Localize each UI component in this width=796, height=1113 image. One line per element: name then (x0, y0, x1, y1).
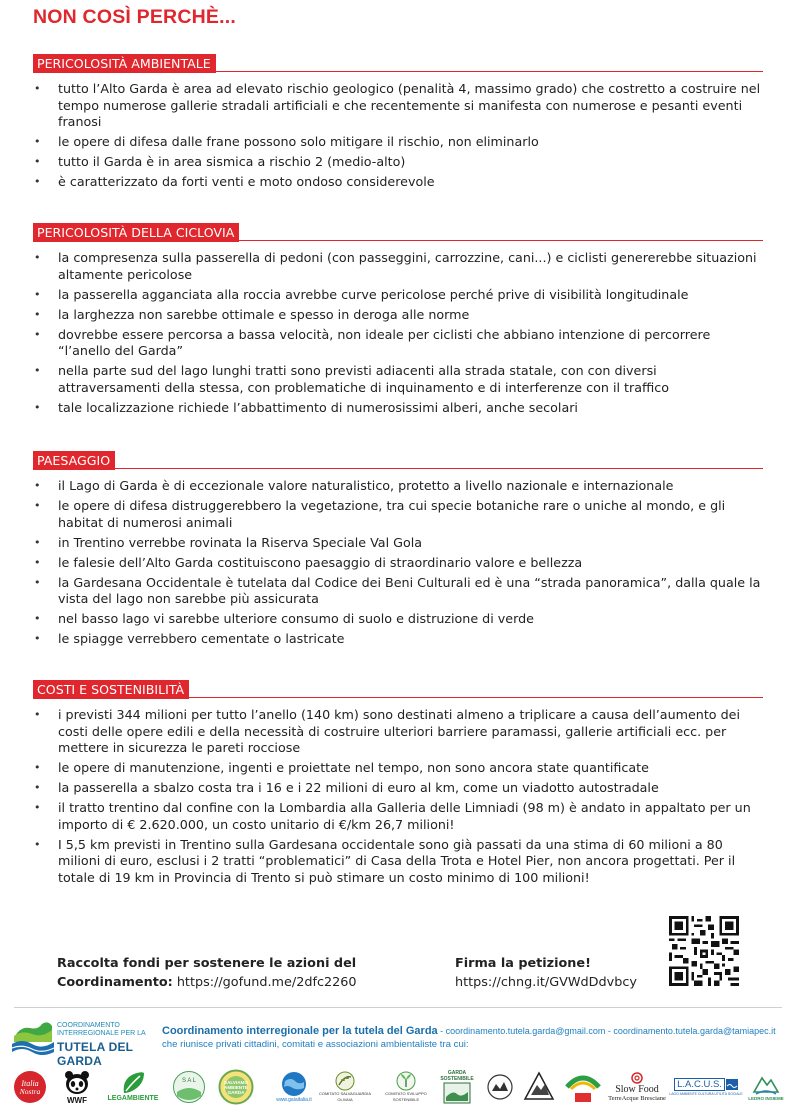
list-item: • nella parte sud del lago lunghi tratti sono previsti adiacenti alla strada statale, con con diversi attraversamenti della stessa, con problematiche di inquinamento e di interferenze con il traffico (33, 363, 763, 396)
bullet-list (33, 250, 763, 416)
list-item: • la compresenza sulla passerella di pedoni (con passeggini, carrozzine, cani...) e ciclisti genererebbe situazioni altamente pericolose (33, 250, 763, 283)
org-subtitle: che riunisce privati cittadini, comitati e associazioni ambientaliste tra cui: (162, 1039, 469, 1050)
section-environmental-hazard (33, 53, 763, 194)
section-cycleway-hazard (33, 222, 763, 420)
list-item: • la passerella a sbalzo costa tra i 16 e i 22 milioni di euro al km, come un viadotto autostradale (33, 780, 763, 797)
list-item: • nel basso lago vi sarebbe ulteriore consumo di suolo e distruzione di verde (33, 611, 763, 628)
colorful-badge-icon (563, 1069, 603, 1105)
logo-gaia (274, 1068, 314, 1106)
petition-block (455, 954, 637, 992)
list-item: • le falesie dell’Alto Garda costituiscono paesaggio di straordinario valore e bellezza (33, 555, 763, 572)
fundraising-line: Raccolta fondi per sostenere le azioni del (57, 956, 357, 971)
sal-label: S A L (181, 1078, 196, 1084)
petition-label: Firma la petizione! (455, 956, 591, 971)
list-item: • è caratterizzato da forti venti e moto ondoso considerevole (33, 174, 763, 191)
footer-divider (14, 1007, 782, 1008)
logo-triangle (522, 1068, 556, 1106)
list-item: • la passerella agganciata alla roccia avrebbe curve pericolose perché prive di visibilità longitudinale (33, 287, 763, 304)
section-heading: PERICOLOSITÀ AMBIENTALE (33, 54, 216, 73)
list-item: • il Lago di Garda è di eccezionale valore naturalistico, protetto a livello nazionale e internazionale (33, 478, 763, 495)
ledro-mountain-icon (752, 1072, 780, 1096)
svg-text:Nostra: Nostra (19, 1087, 41, 1096)
logo-wwf (60, 1068, 94, 1106)
list-item: • le opere di difesa dalle frane possono solo mitigare il rischio, non eliminarlo (33, 134, 763, 151)
coordinamento-logo (12, 1018, 152, 1068)
section-heading: PAESAGGIO (33, 451, 115, 470)
section-heading: PERICOLOSITÀ DELLA CICLOVIA (33, 223, 239, 242)
section-heading: COSTI E SOSTENIBILITÀ (33, 680, 189, 699)
italia-nostra-logo-icon (13, 1070, 47, 1104)
sprout-icon (395, 1071, 417, 1091)
slow-food-label: Slow Food (615, 1083, 659, 1095)
logo-lacus (669, 1068, 743, 1106)
partner-logos (12, 1068, 787, 1108)
list-item: • in Trentino verrebbe rovinata la Riserva Speciale Val Gola (33, 535, 763, 552)
gaia-globe-icon (279, 1071, 309, 1097)
bullet-list (33, 478, 763, 648)
slow-food-sub: TerreAcque Bresciane (608, 1094, 666, 1102)
fundraising-link[interactable]: https://gofund.me/2dfc2260 (176, 975, 357, 990)
section-costs-sustainability (33, 679, 763, 890)
qr-code-icon[interactable] (669, 916, 739, 986)
svg-text:Italia: Italia (21, 1079, 39, 1088)
logo-ledro-insieme (748, 1068, 784, 1106)
logo-comitato-sviluppo (376, 1068, 436, 1106)
coordinamento-info (162, 1024, 787, 1051)
garda-sostenibile-icon (443, 1082, 471, 1104)
ledro-label: LEDRO INSIEME (748, 1096, 784, 1101)
org-name: Coordinamento interregionale per la tutela del Garda (162, 1025, 438, 1037)
list-item: • tutto l’Alto Garda è area ad elevato rischio geologico (penalità 4, massimo grado) che costretto a costruire nel tempo numerose gallerie stradali artificiali e che recentemente si manifesta con numerose e pesanti eventi franosi (33, 81, 763, 131)
list-item: • le opere di manutenzione, ingenti e proiettate nel tempo, non sono ancora state quantificate (33, 760, 763, 777)
wwf-label: WWF (67, 1095, 87, 1105)
legambiente-label: LEGAMBIENTE (107, 1095, 159, 1102)
fundraising-block (57, 954, 357, 992)
bullet-list (33, 81, 763, 191)
section-rule (33, 71, 763, 72)
section-rule (33, 697, 763, 698)
comitato1-label: COMITATO SALVAGUARDIA OLIVAIA (318, 1091, 372, 1102)
list-item: • le opere di difesa distruggerebbero la vegetazione, tra cui specie botaniche rare o uniche al mondo, e gli habitat di numerosi animali (33, 498, 763, 531)
section-rule (33, 468, 763, 469)
logo-salviamo-ambiente (218, 1068, 254, 1106)
triangle-badge-icon (523, 1071, 555, 1103)
logo-garda-sostenibile (440, 1068, 474, 1106)
list-item: • tutto il Garda è in area sismica a rischio 2 (medio-alto) (33, 154, 763, 171)
logo-legambiente (104, 1068, 162, 1106)
fundraising-label: Coordinamento: (57, 975, 173, 990)
logo-association-round (486, 1068, 514, 1106)
list-item: • i previsti 344 milioni per tutto l’anello (140 km) sono destinati almeno a triplicare a causa dell’aumento dei costi delle opere edili e della necessità di costruire ulteriori barriere paramassi, gallerie artificiali ecc. per mettere in sicurezza le pareti rocciose (33, 707, 763, 757)
garda-sostenibile-label: GARDA SOSTENIBILE (440, 1070, 474, 1082)
list-item: • tale localizzazione richiede l’abbattimento di numerosissimi alberi, anche secolari (33, 400, 763, 417)
lacus-wave-icon (726, 1079, 738, 1090)
gaia-label: www.gaiaitalia.it (276, 1097, 312, 1103)
comitato2-label: COMITATO SVILUPPO SOSTENIBILE (385, 1091, 427, 1102)
petition-link[interactable]: https://chng.it/GVWdDdvbcy (455, 975, 637, 990)
list-item: • la Gardesana Occidentale è tutelata dal Codice dei Beni Culturali ed è una “strada panoramica”, dalla quale la vista del lago non sarebbe più assicurata (33, 575, 763, 608)
logo-title: TUTELA DEL GARDA (57, 1040, 133, 1068)
list-item: • il tratto trentino dal confine con la Lombardia alla Galleria delle Limniadi (98 m) è andato in appaltato per un importo di € 2.620.000, un costo unitario di €/km 26,7 milioni! (33, 800, 763, 833)
lake-wave-icon (12, 1018, 54, 1058)
logo-italia-nostra (12, 1068, 48, 1106)
page-title: NON COSÌ PERCHÈ... (33, 6, 236, 28)
logo-subtitle: COORDINAMENTO INTERREGIONALE PER LA (57, 1022, 146, 1037)
lacus-sub: LAGO AMBIENTE CULTURA UTILITÀ SOCIALE (669, 1091, 743, 1096)
sal-logo-icon (172, 1070, 206, 1104)
list-item: • la larghezza non sarebbe ottimale e spesso in deroga alle norme (33, 307, 763, 324)
salviamo-label: SALVIAMO AMBIENTE GARDA (224, 1080, 248, 1095)
logo-slow-food (606, 1068, 668, 1106)
snail-icon (630, 1072, 644, 1084)
section-rule (33, 240, 763, 241)
section-landscape (33, 450, 763, 651)
logo-comitato-olivaia (318, 1068, 372, 1106)
logo-colorful (562, 1068, 604, 1106)
list-item: • dovrebbe essere percorsa a bassa velocità, non ideale per ciclisti che abbiano intenzione di percorrere “l’anello del Garda” (33, 327, 763, 360)
panda-icon (62, 1070, 92, 1096)
list-item: • le spiagge verrebbero cementate o lastricate (33, 631, 763, 648)
lacus-label: L.A.C.U.S. (674, 1078, 725, 1091)
org-emails[interactable]: - coordinamento.tutela.garda@gmail.com - coordinamento.tutela.garda@tamiapec.it (437, 1026, 776, 1036)
olive-branch-icon (334, 1071, 356, 1091)
logo-sal (172, 1068, 206, 1106)
list-item: • I 5,5 km previsti in Trentino sulla Gardesana occidentale sono già passati da una stima di 60 milioni a 80 milioni di euro, esclusi i 2 tratti “problematici” di Casa della Trota e Hotel Pier, non ancora progettati. Per il totale di 19 km in Provincia di Trento si può stimare un costo minimo di 100 milioni! (33, 837, 763, 887)
association-badge-icon (487, 1074, 513, 1100)
leaf-icon (120, 1071, 146, 1095)
bullet-list (33, 707, 763, 886)
